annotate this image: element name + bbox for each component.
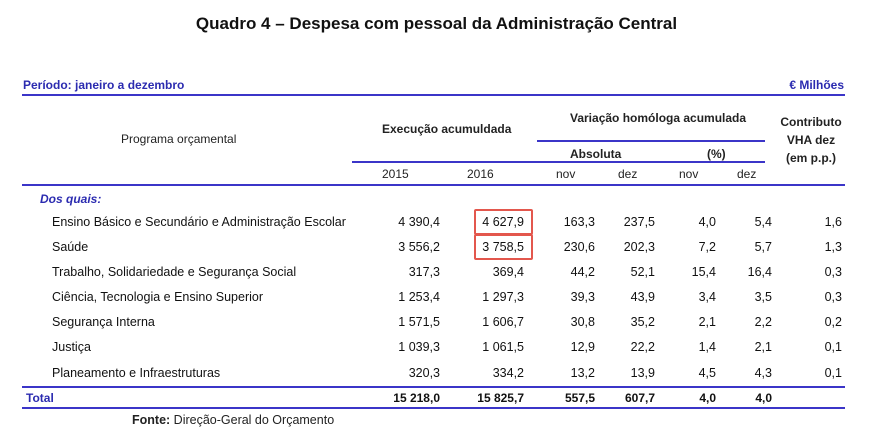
unit-label: € Milhões: [789, 78, 844, 92]
cell-2015: 3 556,2: [398, 240, 440, 254]
cell-2016: 1 606,7: [482, 315, 524, 329]
cell-pct-dez: 5,4: [754, 215, 772, 229]
cell-2016: 3 758,5: [482, 240, 524, 254]
cell-abs-nov: 30,8: [570, 315, 595, 329]
abs-dez-header: dez: [618, 167, 638, 181]
period-label: Período: janeiro a dezembro: [23, 78, 185, 92]
cell-pct-nov: 4,0: [698, 215, 716, 229]
variacao-rule: [537, 140, 765, 142]
cell-2015: 4 390,4: [398, 215, 440, 229]
cell-abs-nov: 44,2: [570, 265, 595, 279]
cell-abs-nov: 230,6: [563, 240, 595, 254]
cell-abs-dez: 13,9: [630, 366, 655, 380]
total-pct-dez: 4,0: [755, 391, 772, 405]
row-label: Ciência, Tecnologia e Ensino Superior: [52, 290, 264, 304]
source-note: Fonte: Direção-Geral do Orçamento: [132, 413, 335, 427]
total-top-rule: [22, 386, 845, 388]
cell-2015: 317,3: [408, 265, 440, 279]
row-label: Saúde: [52, 240, 89, 254]
cell-2016: 369,4: [492, 265, 524, 279]
row-label: Ensino Básico e Secundário e Administração Escolar: [52, 215, 346, 229]
cell-contrib: 0,1: [824, 340, 842, 354]
contributo-header-2: VHA dez: [786, 133, 836, 147]
total-label: Total: [26, 391, 54, 405]
year-2016-header: 2016: [467, 167, 494, 181]
total-abs-nov: 557,5: [564, 391, 595, 405]
cell-2016: 4 627,9: [482, 215, 524, 229]
cell-pct-dez: 5,7: [754, 240, 772, 254]
cell-pct-dez: 2,2: [754, 315, 772, 329]
cell-contrib: 0,3: [824, 290, 842, 304]
cell-pct-nov: 2,1: [698, 315, 716, 329]
cell-abs-dez: 35,2: [630, 315, 655, 329]
pct-nov-header: nov: [679, 167, 699, 181]
table-title: Quadro 4 – Despesa com pessoal da Administração Central: [195, 14, 678, 33]
cell-abs-dez: 202,3: [623, 240, 655, 254]
cell-contrib: 1,3: [824, 240, 842, 254]
percent-header: (%): [707, 147, 726, 161]
total-abs-dez: 607,7: [624, 391, 655, 405]
total-2016: 15 825,7: [477, 391, 524, 405]
cell-abs-dez: 43,9: [630, 290, 655, 304]
cell-pct-nov: 15,4: [691, 265, 716, 279]
contributo-header-3: (em p.p.): [786, 151, 836, 165]
cell-pct-dez: 2,1: [754, 340, 772, 354]
abs-nov-header: nov: [556, 167, 576, 181]
cell-2015: 1 571,5: [398, 315, 440, 329]
cell-2015: 1 039,3: [398, 340, 440, 354]
cell-2016: 1 297,3: [482, 290, 524, 304]
cell-2016: 334,2: [492, 366, 524, 380]
total-2015: 15 218,0: [393, 391, 440, 405]
cell-abs-dez: 22,2: [630, 340, 655, 354]
row-label: Trabalho, Solidariedade e Segurança Social: [52, 265, 297, 279]
total-pct-nov: 4,0: [699, 391, 716, 405]
cell-2015: 1 253,4: [398, 290, 440, 304]
cell-abs-dez: 237,5: [623, 215, 655, 229]
subheader-rule: [352, 161, 765, 163]
execucao-header: Execução acumuldada: [382, 122, 512, 136]
header-bottom-rule: [22, 184, 845, 186]
row-label: Justiça: [52, 340, 91, 354]
program-header: Programa orçamental: [121, 132, 237, 146]
section-label: Dos quais:: [40, 192, 102, 206]
bottom-rule: [22, 407, 845, 409]
top-rule: [22, 94, 845, 96]
absoluta-header: Absoluta: [570, 147, 622, 161]
cell-pct-nov: 7,2: [698, 240, 716, 254]
year-2015-header: 2015: [382, 167, 409, 181]
cell-pct-dez: 3,5: [754, 290, 772, 304]
cell-pct-nov: 4,5: [698, 366, 716, 380]
source-text: Fonte:: [132, 413, 171, 427]
row-label: Planeamento e Infraestruturas: [52, 366, 221, 380]
cell-contrib: 0,1: [824, 366, 842, 380]
cell-pct-dez: 16,4: [747, 265, 772, 279]
contributo-header-1: Contributo: [780, 115, 842, 129]
cell-contrib: 0,3: [824, 265, 842, 279]
cell-contrib: 1,6: [824, 215, 842, 229]
variacao-header: Variação homóloga acumulada: [570, 111, 747, 125]
cell-2016: 1 061,5: [482, 340, 524, 354]
highlight-box: [474, 209, 533, 235]
row-label: Segurança Interna: [52, 315, 155, 329]
cell-pct-nov: 1,4: [698, 340, 716, 354]
cell-pct-dez: 4,3: [754, 366, 772, 380]
pct-dez-header: dez: [737, 167, 757, 181]
highlight-box: [474, 234, 533, 260]
cell-abs-nov: 39,3: [570, 290, 595, 304]
cell-abs-nov: 12,9: [570, 340, 595, 354]
cell-abs-nov: 163,3: [563, 215, 595, 229]
cell-abs-nov: 13,2: [570, 366, 595, 380]
cell-abs-dez: 52,1: [630, 265, 655, 279]
cell-contrib: 0,2: [824, 315, 842, 329]
cell-2015: 320,3: [408, 366, 440, 380]
cell-pct-nov: 3,4: [698, 290, 716, 304]
